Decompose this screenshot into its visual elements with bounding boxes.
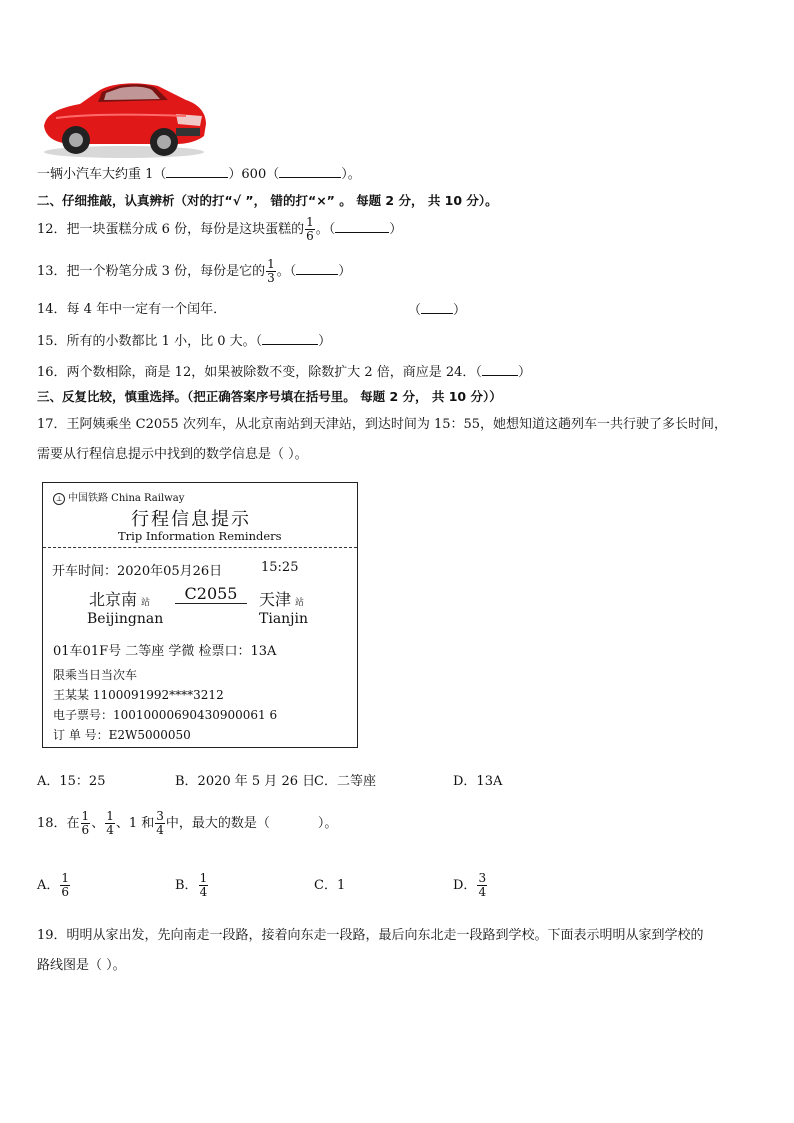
trip-info-ticket: [42, 482, 358, 748]
question-17-line-2: 需要从行程信息提示中找到的数学信息是（ ）。: [37, 447, 308, 462]
question-16: 16．两个数相除，商是 12，如果被除数不变，除数扩大 2 倍，商应是 24．（ ）: [37, 365, 531, 380]
answer-blank[interactable]: [421, 301, 453, 314]
question-15: 15．所有的小数都比 1 小，比 0 大。（ ）: [37, 334, 332, 349]
fraction: $\frac{3}{4}$: [156, 809, 164, 837]
q18-option-d[interactable]: D． $\frac{3}{4}$: [453, 871, 487, 899]
question-14-answer: （ ）: [408, 303, 467, 318]
ticket-note: 限乘当日当次车: [53, 668, 138, 682]
car-weight-question: 一辆小汽车大约重 1（ ）600（ ）。: [37, 167, 361, 182]
answer-blank[interactable]: [482, 363, 518, 376]
ticket-from-station: 北京南 站: [89, 590, 151, 609]
q18-option-b[interactable]: B． $\frac{1}{4}$: [175, 871, 208, 899]
ticket-title-en: Trip Information Reminders: [118, 529, 282, 543]
fraction: $\frac{1}{4}$: [106, 809, 114, 837]
question-13: 13．把一个粉笔分成 3 份，每份是它的 $\frac{1}{3}$ 。（ ）: [37, 257, 352, 285]
section-2-heading: 二、仔细推敲，认真辨析（对的打“√ ”， 错的打“×” 。 每题 2 分， 共 10 分）。: [37, 193, 498, 208]
question-18: 18．在 $\frac{1}{6}$ 、 $\frac{1}{4}$ 、1 和 $\frac{3}{4}$ 中，最大的数是（ ）。: [37, 809, 338, 837]
ticket-title-cn: 行程信息提示: [131, 509, 251, 530]
ticket-from-station-en: Beijingnan: [87, 611, 164, 627]
fraction: $\frac{1}{6}$: [61, 871, 70, 899]
q18-option-c[interactable]: C．1: [314, 878, 346, 893]
fraction: $\frac{3}{4}$: [478, 871, 487, 899]
ticket-to-station: 天津 站: [259, 590, 305, 609]
ticket-to-station-en: Tianjin: [259, 611, 309, 627]
fraction-one-sixth: $\frac{1}{6}$: [306, 215, 314, 243]
answer-blank[interactable]: [335, 220, 389, 233]
question-17-line-1: 17．王阿姨乘坐 C2055 次列车，从北京南站到天津站，到达时间为 15：55，她想知道这趟列车一共行驶了多长时间，: [37, 417, 728, 432]
fraction: $\frac{1}{6}$: [81, 809, 90, 837]
china-railway-logo-icon: ⊥: [53, 493, 65, 505]
answer-blank[interactable]: [262, 332, 318, 345]
ticket-order-number: 订 单 号：E2W5000050: [53, 728, 191, 742]
question-19-line-1: 19．明明从家出发，先向南走一段路，接着向东走一段路，最后向东北走一段路到学校。下面表示明明从家到学校的: [37, 928, 704, 943]
fraction-one-third: $\frac{1}{3}$: [267, 257, 275, 285]
ticket-divider: [43, 547, 357, 548]
ticket-header: ⊥ 中国铁路 China Railway: [53, 489, 184, 505]
q17-option-d[interactable]: D．13A: [453, 774, 503, 789]
fraction: $\frac{1}{4}$: [199, 871, 208, 899]
ticket-eticket-number: 电子票号：10010000690430900061 6: [53, 708, 278, 722]
q17-option-b[interactable]: B．2020 年 5 月 26 日: [175, 774, 316, 789]
question-19-line-2: 路线图是（ ）。: [37, 958, 126, 973]
answer-blank[interactable]: [166, 165, 228, 178]
answer-blank[interactable]: [296, 262, 338, 275]
ticket-passenger: 王某某 1100091992****3212: [53, 688, 224, 702]
red-car-image: [36, 74, 210, 160]
q17-option-a[interactable]: A．15：25: [37, 774, 106, 789]
question-14: 14．每 4 年中一定有一个闰年．: [37, 302, 227, 317]
q18-option-a[interactable]: A． $\frac{1}{6}$: [37, 871, 70, 899]
answer-blank[interactable]: [279, 165, 341, 178]
ticket-seat-info: 01车01F号 二等座 学微 检票口：13A: [53, 644, 277, 659]
section-3-heading: 三、反复比较，慎重选择。（把正确答案序号填在括号里。 每题 2 分， 共 10 分））: [37, 389, 502, 404]
q17-option-c[interactable]: C．二等座: [314, 774, 376, 789]
ticket-depart-time: 15:25: [261, 560, 299, 575]
ticket-train-number: C2055: [175, 584, 247, 604]
question-12: 12．把一块蛋糕分成 6 份，每份是这块蛋糕的 $\frac{1}{6}$ 。（ ）: [37, 215, 403, 243]
ticket-depart-date: 开车时间：2020年05月26日: [52, 564, 223, 579]
